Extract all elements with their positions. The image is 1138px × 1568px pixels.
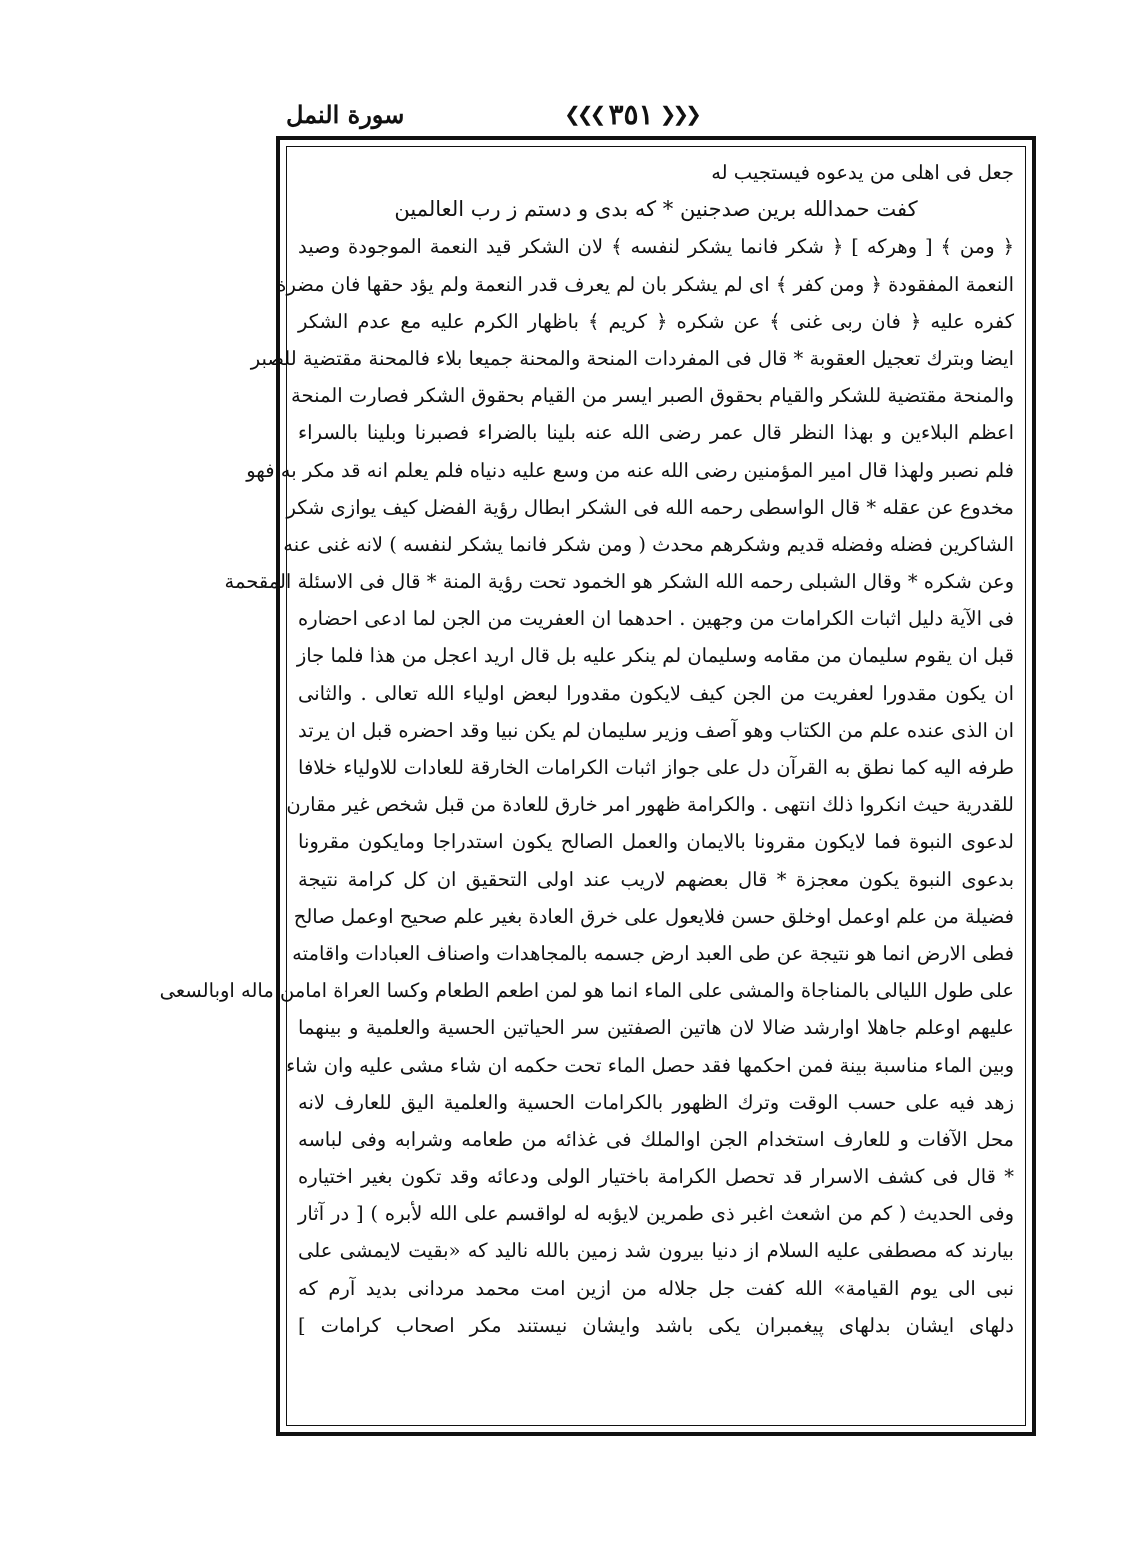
text-line: عليهم اوعلم جاهلا اوارشد ضالا لان هاتين الصفتين سر الحياتين الحسية والعلمية و بينهما [298, 1016, 1014, 1040]
text-frame [159, 136, 1036, 1436]
text-line: الشاكرين فضله وفضله قديم وشكرهم محدث ( ومن شكر فانما يشكر لنفسه ) لانه غنى عنه [283, 532, 1014, 556]
text-line: وفى الحديث ( كم من اشعث اغبر ذى طمرين لايؤبه له لواقسم على الله لأبره ) [ در آثار [298, 1202, 1014, 1226]
page-header [276, 92, 1036, 136]
page-number: ٣٥١ [608, 97, 654, 131]
text-line: ان يكون مقدورا لعفريت من الجن كيف لايكون مقدورا لبعض اولياء الله تعالى . والثانى [298, 681, 1014, 705]
text-line: لدعوى النبوة فما لايكون مقرونا بالايمان والعمل الصالح يكون استدراجا ومايكون مقرونا [298, 830, 1014, 854]
text-line: زهد فيه على حسب الوقت وترك الظهور بالكرامات الحسية والعلمية اليق للعارف لانه [298, 1090, 1014, 1114]
ornament-right-icon: ❯❯❯ [659, 102, 698, 126]
text-line: مخدوع عن عقله * قال الواسطى رحمه الله فى الشكر ابطال رؤية الفضل كيف يوازى شكر [286, 495, 1014, 519]
text-line: بدعوى النبوة يكون معجزة * قال بعضهم لاريب عند اولى التحقيق ان كل كرامة نتيجة [298, 867, 1014, 891]
text-line: وبين الماء مناسبة بينة فمن احكمها فقد حصل الماء تحت حكمه ان شاء مشى عليه وان شاء [286, 1053, 1014, 1077]
text-line: فطى الارض انما هو نتيجة عن طى العبد ارض جسمه بالمجاهدات واصناف العبادات واقامته [292, 941, 1014, 965]
body-text [159, 154, 1014, 1344]
text-line: اعظم البلاءين و بهذا النظر قال عمر رضى الله عنه بلينا بالضراء فصبرنا وبلينا بالسراء [298, 421, 1014, 445]
text-line: ان الذى عنده علم من الكتاب وهو آصف وزير سليمان لم يكن نبيا وقد احضره قبل ان يرتد [298, 718, 1014, 742]
text-line: دلهاى ايشان بدلهاى پيغمبران يكى باشد وايشان نيستند مكر اصحاب كرامات ] [298, 1313, 1014, 1337]
text-line: قبل ان يقوم سليمان من مقامه وسليمان لم ينكر عليه بل قال اريد اعجل من هذا فلما جاز [296, 644, 1014, 668]
text-line: كفره عليه ﴿ فان ربى غنى ﴾ عن شكره ﴿ كريم ﴾ باظهار الكرم عليه مع عدم الشكر [298, 309, 1014, 333]
text-line: ايضا وبترك تعجيل العقوبة * قال فى المفردات المنحة والمحنة جميعا بلاء فالمحنة مقتضية للصبر [250, 346, 1014, 370]
text-line: على طول الليالى بالمناجاة والمشى على الماء انما هو لمن اطعم الطعام وكسا العراة امامن ماله اوبالسعى [159, 979, 1014, 1003]
text-line: للقدرية حيث انكروا ذلك انتهى . والكرامة ظهور امر خارق للعادة من قبل شخص غير مقارن [286, 793, 1014, 817]
text-line: بيارند كه مصطفى عليه السلام از دنيا بيرون شد زمين بالله ناليد كه «بقيت لايمشى على [298, 1239, 1014, 1263]
text-line: * قال فى كشف الاسرار قد تحصل الكرامة باختيار الولى ودعائه وقد تكون بغير اختياره [298, 1165, 1014, 1189]
text-line: جعل فى اهلى من يدعوه فيستجيب له [711, 161, 1014, 184]
page-number-ornament [561, 96, 701, 132]
text-line: ﴿ ومن ﴾ [ وهركه ] ﴿ شكر فانما يشكر لنفسه ﴾ لان الشكر قيد النعمة الموجودة وصيد [298, 235, 1014, 259]
text-line: النعمة المفقودة ﴿ ومن كفر ﴾ اى لم يشكر بان لم يعرف قدر النعمة ولم يؤد حقها فان مضرة [276, 272, 1014, 296]
text-line: طرفه اليه كما نطق به القرآن دل على جواز اثبات الكرامات الخارقة للعادات للاولياء خلافا [298, 756, 1014, 779]
text-line: نبى الى يوم القيامة» الله كفت جل جلاله من ازين امت محمد مردانى بديد آرم كه [298, 1276, 1014, 1300]
text-line: والمنحة مقتضية للشكر والقيام بحقوق الصبر ايسر من القيام بحقوق الشكر فصارت المنحة [291, 384, 1014, 408]
persian-verse-line: كفت حمدالله برين صدجنين * كه بدى و دستم ز رب العالمين [394, 197, 918, 222]
text-line: فلم نصبر ولهذا قال امير المؤمنين رضى الله عنه من وسع عليه دنياه فلم يعلم انه قد مكر به فهو [246, 458, 1014, 482]
text-line: فى الآية دليل اثبات الكرامات من وجهين . احدهما ان العفريت من الجن لما ادعى احضاره [298, 607, 1014, 631]
text-line: محل الآفات و للعارف استخدام الجن اوالملك فى غذائه من طعامه وشرابه وفى لباسه [298, 1127, 1014, 1151]
ornament-left-icon: ❮❮❮ [564, 102, 603, 126]
text-line: فضيلة من علم اوعمل اوخلق حسن فلايعول على خرق العادة بغير علم صحيح اوعمل صالح [293, 904, 1014, 928]
text-line: وعن شكره * وقال الشبلى رحمه الله الشكر هو الخمود تحت رؤية المنة * قال فى الاسئلة المقحمة [224, 570, 1014, 594]
surah-name: سورة النمل [286, 100, 405, 129]
